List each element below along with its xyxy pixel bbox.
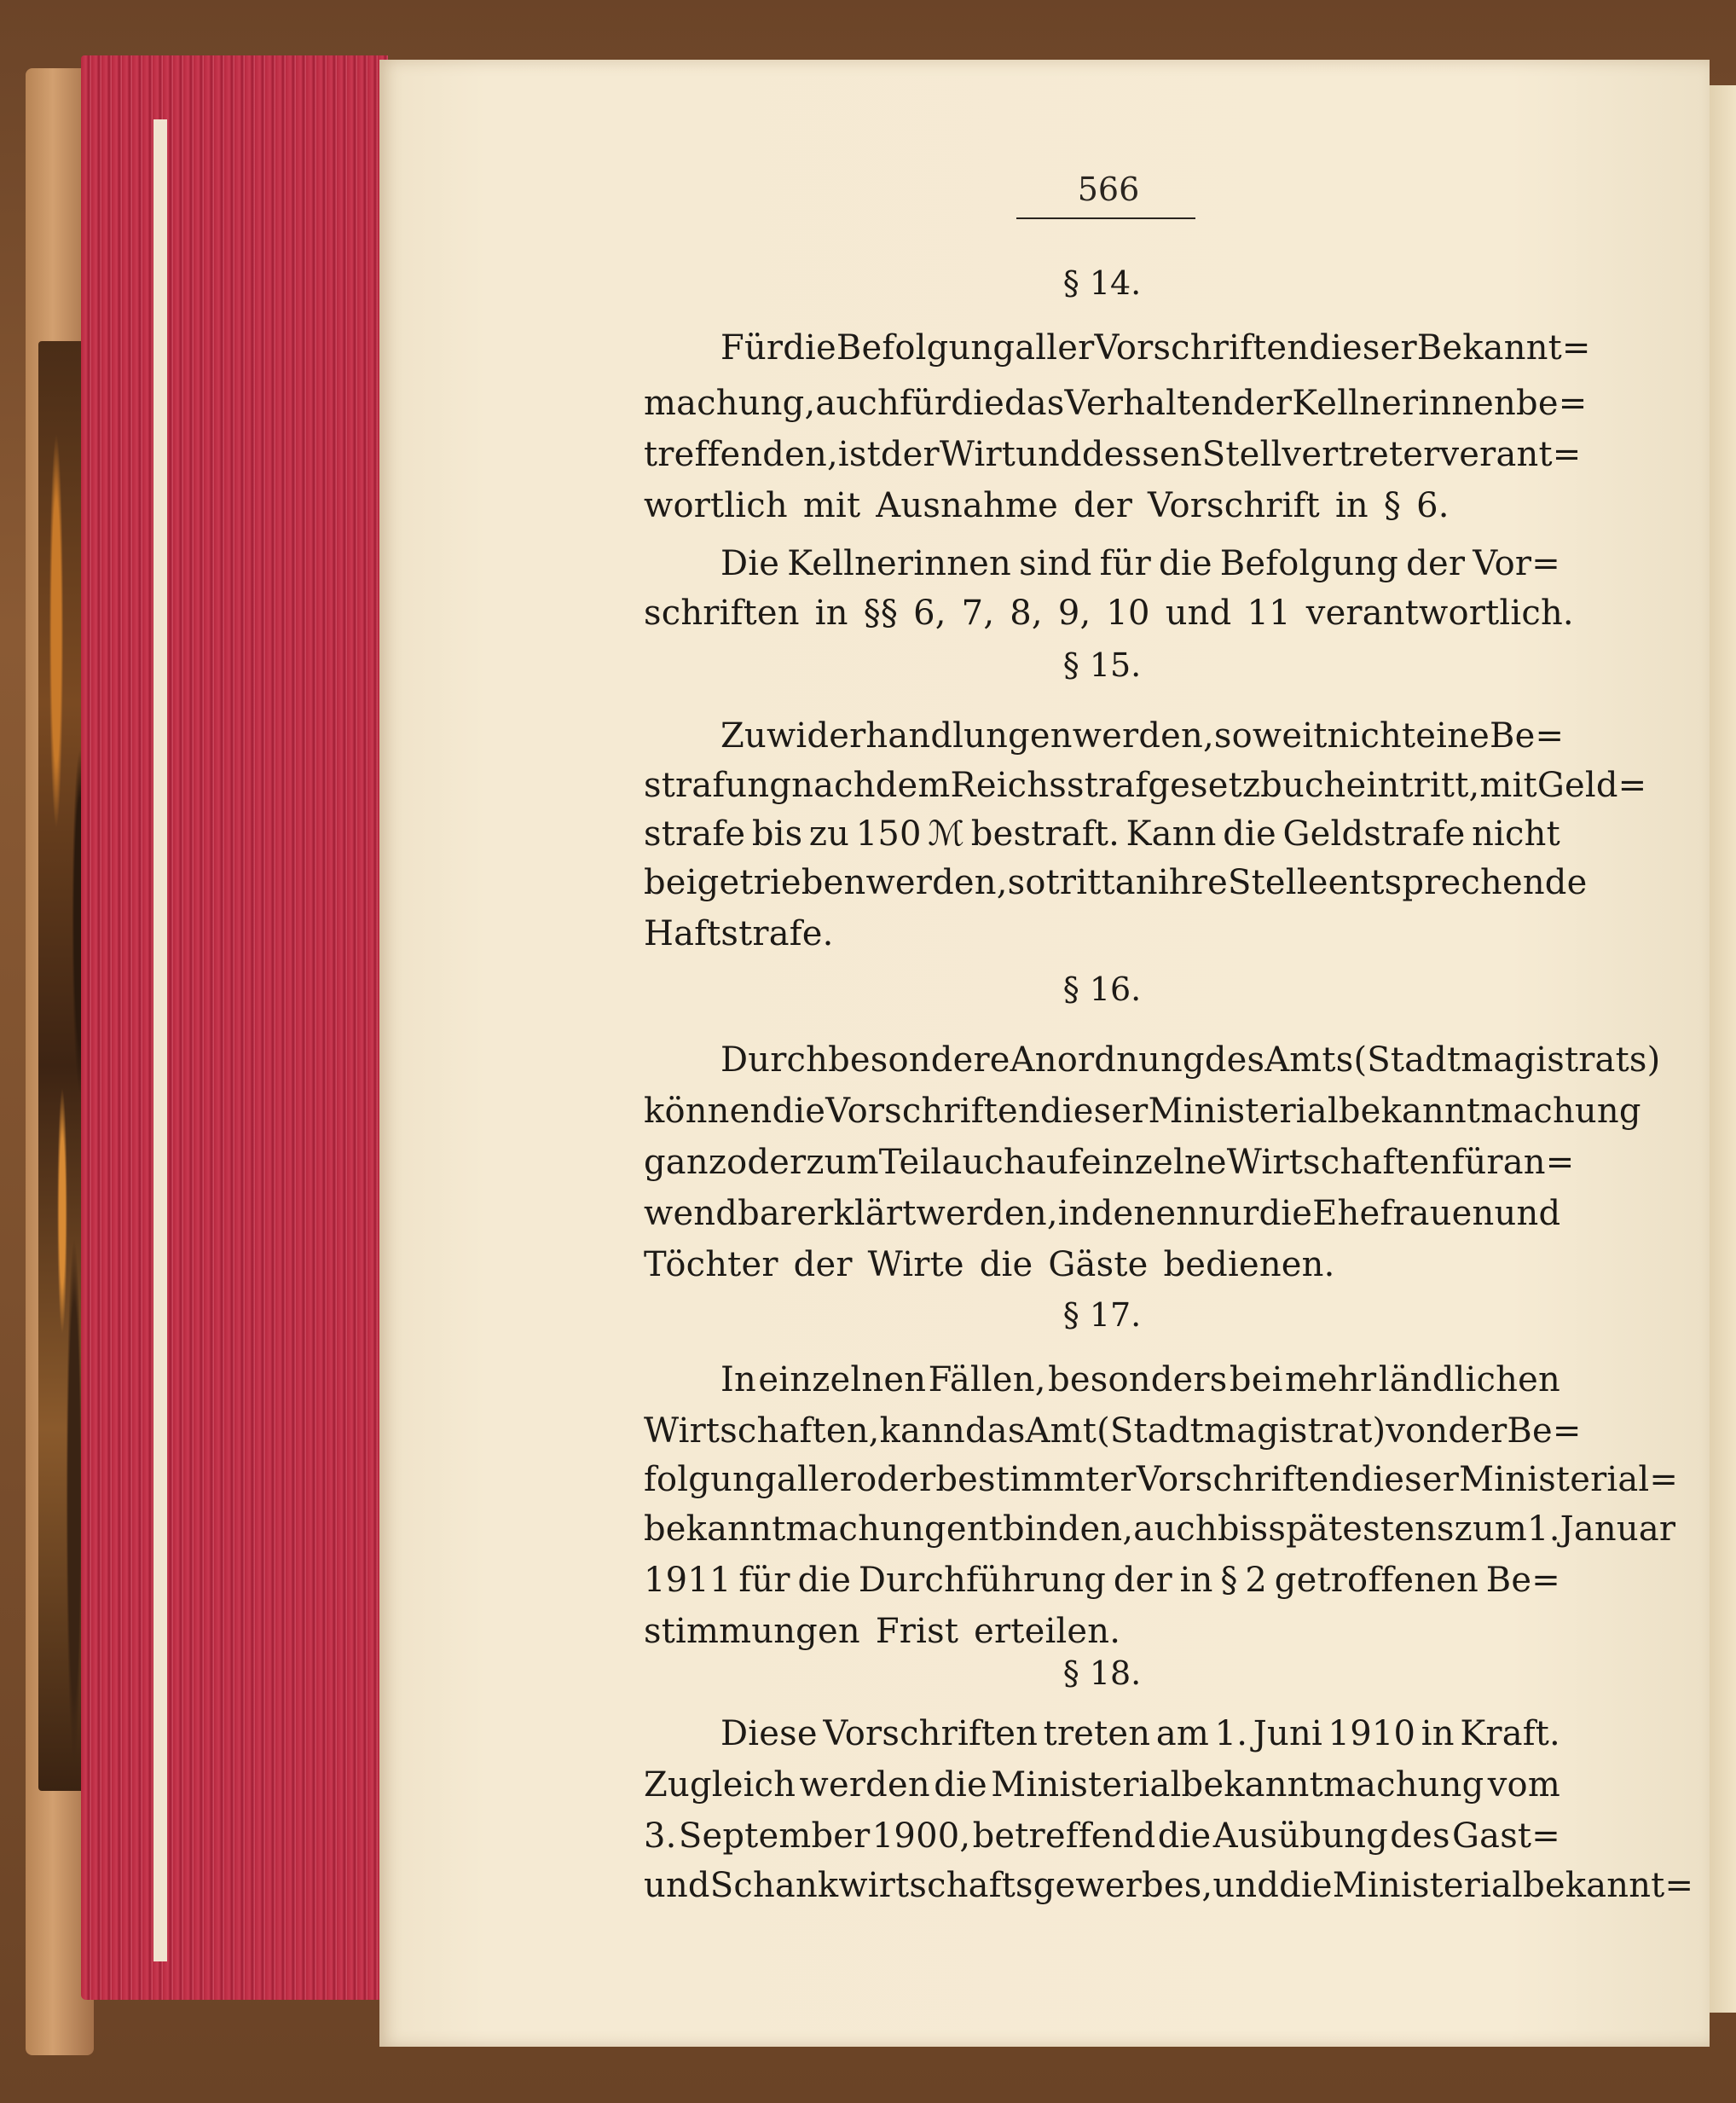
text-line: schriften in §§ 6, 7, 8, 9, 10 und 11 verantwortlich. [644,594,1574,633]
text-line: machung, auch für die das Verhalten der Kellnerinnen be= [644,384,1588,423]
text-line: bekanntmachung entbinden, auch bis spätestens zum 1. Januar [644,1509,1676,1549]
text-line: Diese Vorschriften treten am 1. Juni 1910 in Kraft. [720,1714,1560,1753]
text-line: wendbar erklärt werden, in denen nur die Ehefrauen und [644,1194,1561,1233]
text-line: Wirtschaften, kann das Amt (Stadtmagistrat) von der Be= [644,1411,1582,1451]
text-line: können die Vorschriften dieser Ministerialbekanntmachung [644,1092,1641,1131]
text-line: Durch besondere Anordnung des Amts (Stadtmagistrats) [720,1040,1661,1080]
text-line: strafe bis zu 150 ℳ bestraft. Kann die Geldstrafe nicht [644,814,1560,854]
text-line: und Schankwirtschaftsgewerbes, und die Ministerialbekannt= [644,1866,1694,1905]
page-number: 566 [1077,171,1140,208]
page-edge-highlight [153,119,167,1961]
text-line: Haftstrafe. [644,914,834,953]
section-heading: § 15. [1062,646,1142,684]
text-line: Töchter der Wirte die Gäste bedienen. [644,1245,1335,1284]
section-heading: § 17. [1062,1296,1142,1334]
text-line: Für die Befolgung aller Vorschriften dieser Bekannt= [720,328,1591,368]
page-edge-stack [81,55,388,2000]
text-line: folgung aller oder bestimmter Vorschriften dieser Ministerial= [644,1460,1679,1499]
text-line: Die Kellnerinnen sind für die Befolgung der Vor= [720,544,1560,583]
text-line: Zuwiderhandlungen werden, soweit nicht eine Be= [720,716,1565,756]
text-line: strafung nach dem Reichsstrafgesetzbuch eintritt, mit Geld= [644,766,1647,805]
section-heading: § 16. [1062,970,1142,1008]
text-line: stimmungen Frist erteilen. [644,1612,1121,1651]
text-line: 1911 für die Durchführung der in § 2 getroffenen Be= [644,1561,1560,1600]
section-heading: § 18. [1062,1654,1142,1692]
text-line: beigetrieben werden, so tritt an ihre Stelle entsprechende [644,863,1588,902]
page-number-rule [1016,217,1195,219]
text-line: wortlich mit Ausnahme der Vorschrift in § 6. [644,486,1450,525]
text-line: ganz oder zum Teil auch auf einzelne Wirtschaften für an= [644,1143,1575,1182]
text-line: treffenden, ist der Wirt und dessen Stellvertreter verant= [644,435,1582,474]
text-line: Zugleich werden die Ministerialbekanntmachung vom [644,1765,1560,1805]
text-line: 3. September 1900, betreffend die Ausübung des Gast= [644,1816,1560,1856]
section-heading: § 14. [1062,264,1142,302]
text-line: In einzelnen Fällen, besonders bei mehr ländlichen [720,1360,1560,1399]
